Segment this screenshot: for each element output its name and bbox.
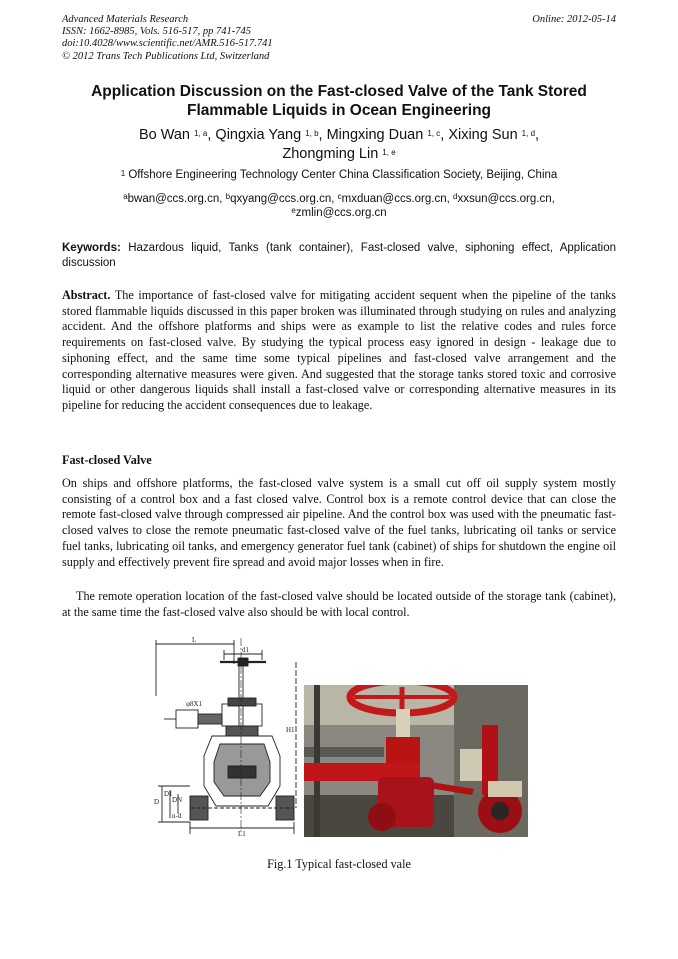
author-name: Zhongming Lin	[282, 146, 379, 162]
author-list: Bo Wan $^{1, a}$, Qingxia Yang $^{1, b}$, Mingxing Duan $^{1, c}$, Xixing Sun $^{1, d}$, Zhongming Lin $^{1, e}$	[138, 127, 540, 162]
journal-header	[62, 14, 616, 63]
abstract	[62, 288, 616, 414]
paper-title	[62, 82, 616, 120]
author-sup: 1, c	[427, 129, 441, 138]
author-name: Qingxia Yang	[215, 127, 302, 143]
figure-caption: Fig.1 Typical fast-closed vale	[267, 857, 411, 871]
label-DN: DN	[172, 796, 183, 804]
author-sup: 1, a	[194, 129, 208, 138]
label-d1: d1	[242, 646, 249, 654]
doi-line: doi:10.4028/www.scientific.net/AMR.516-517.741	[62, 38, 273, 50]
abstract-text: The importance of fast-closed valve for mitigating accident sequent when the pipeline of the tanks stored flammable liquids discussed in this paper broken was illuminated through studying on rules and analyzing accident. And the offshore platforms and ships were as example to list the relative codes and rules force requirements on fast-closed valve. By studying the typical process easy ignored in design - leakage due to siphoning effect, and the same time some typical pipelines and fast-closed valve arrangement and the corresponding alternative measures were given. And suggested that the storage tanks stored toxic and corrosive liquid or other dangerous liquids shall install a fast-closed valve or corresponding alternative measures in its pipeline for reducing the accident consequences due to leakage.	[62, 288, 616, 412]
abstract-label: Abstract.	[62, 288, 111, 302]
author-name: Mingxing Duan	[326, 127, 424, 143]
title-line-2: Flammable Liquids in Ocean Engineering	[186, 102, 492, 119]
keywords-label: Keywords:	[62, 242, 121, 254]
keywords	[62, 241, 616, 271]
email-address[interactable]: zmlin@ccs.org.cn	[295, 207, 387, 219]
copyright-line: © 2012 Trans Tech Publications Ltd, Switzerland	[62, 50, 270, 62]
label-L: L	[192, 636, 197, 644]
author-name: Bo Wan	[138, 127, 190, 143]
affiliation-text: Offshore Engineering Technology Center China Classification Society, Beijing, China	[128, 169, 558, 181]
label-H1: H1	[286, 726, 295, 734]
journal-name: Advanced Materials Research	[62, 14, 189, 25]
email-address[interactable]: xxsun@ccs.org.cn	[457, 193, 552, 205]
label-L1: L1	[238, 830, 246, 836]
author-sup: 1, b	[305, 129, 319, 138]
title-line-1: Application Discussion on the Fast-closed Valve of the Tank Stored	[91, 83, 587, 100]
label-pipe: φ8X1	[186, 700, 203, 708]
author-sup: 1, d	[521, 129, 536, 138]
label-D1: D1	[164, 790, 173, 798]
affiliation	[62, 168, 616, 183]
label-D: D	[154, 798, 160, 806]
email-address[interactable]: bwan@ccs.org.cn	[127, 193, 220, 205]
email-address[interactable]: qxyang@ccs.org.cn	[230, 193, 332, 205]
author-name: Xixing Sun	[448, 127, 518, 143]
paragraph-1: On ships and offshore platforms, the fast-closed valve system is a small cut off oil supply system mostly consisting of a control box and a fast closed valve. Control box is a remote control device that can close the remote fast-closed valve through compressed air pipeline. And the control box was used with the pneumatic fast-closed valves to close the remote pneumatic fast-closed valve of the fuel tanks, lubricating oil tanks or service fuel tanks, lubricating oil tanks, and emergency generator fuel tank (cabinet) of ships for shutdown the engine oil supply and effectively prevent fire spread and avoid major losses when in fire.	[62, 476, 616, 569]
section-heading: Fast-closed Valve	[62, 453, 152, 467]
author-sup: 1, e	[382, 148, 396, 157]
issn-line: ISSN: 1662-8985, Vols. 516-517, pp 741-745	[62, 26, 251, 38]
paragraph-2: The remote operation location of the fast-closed valve should be located outside of the storage tank (cabinet), at the same time the fast-closed valve also should be with local control.	[62, 589, 616, 619]
keywords-text: Hazardous liquid, Tanks (tank container), Fast-closed valve, siphoning effect, Application discussion	[62, 242, 616, 269]
valve-technical-drawing	[150, 636, 298, 836]
email-address[interactable]: mxduan@ccs.org.cn	[341, 193, 447, 205]
label-nd: n-d	[172, 812, 182, 820]
valve-photo	[304, 685, 528, 837]
affiliation-sup: 1	[120, 169, 126, 178]
online-date: Online: 2012-05-14	[532, 14, 616, 25]
email-list: $^a$bwan@ccs.org.cn, $^b$qxyang@ccs.org.cn, $^c$mxduan@ccs.org.cn, $^d$xxsun@ccs.org.cn, $^e$zmlin@ccs.org.cn	[123, 192, 555, 219]
